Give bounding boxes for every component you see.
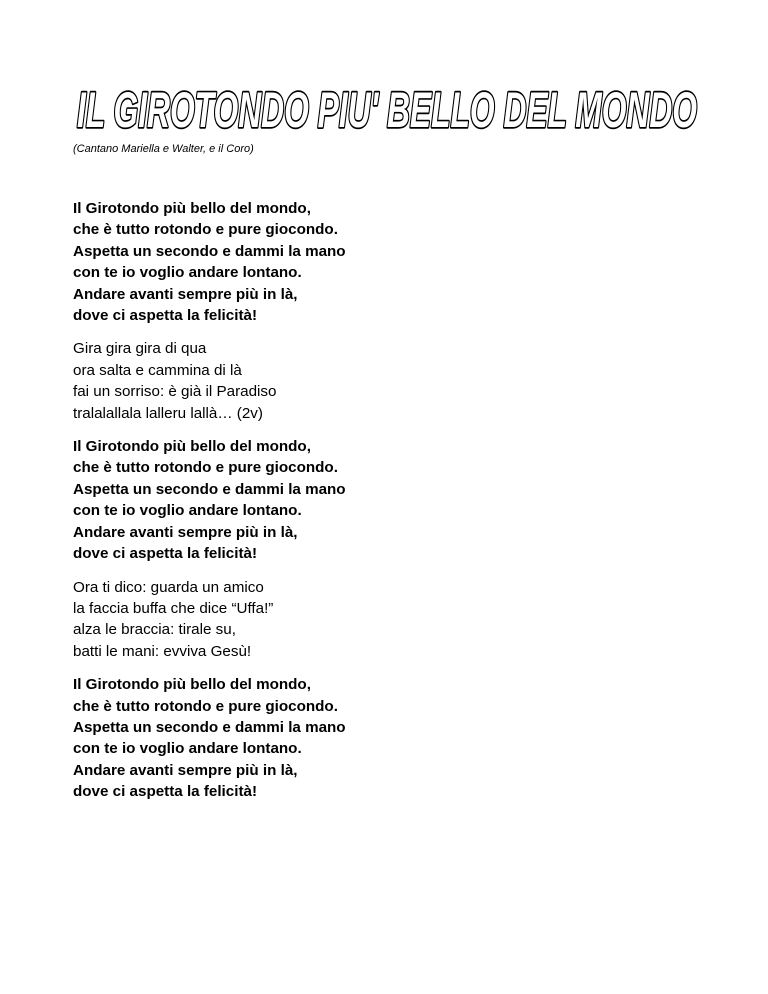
lyric-line: Andare avanti sempre più in là, [73, 285, 298, 303]
lyric-line: tralalallala lalleru lallà… (2v) [73, 404, 263, 422]
lyric-line: Aspetta un secondo e dammi la mano [73, 480, 346, 498]
lyric-line: che è tutto rotondo e pure giocondo. [73, 221, 338, 239]
lyric-line: con te io voglio andare lontano. [73, 740, 302, 758]
page-title [72, 82, 702, 138]
lyric-line: fai un sorriso: è già il Paradiso [73, 383, 277, 401]
lyric-line: Andare avanti sempre più in là, [73, 761, 298, 779]
lyric-line: alza le braccia: tirale su, [73, 621, 236, 639]
title-text: IL GIROTONDO PIU' BELLO DEL MONDO [77, 82, 698, 138]
lyric-line: batti le mani: evviva Gesù! [73, 642, 252, 660]
verse-stanza [73, 577, 633, 663]
lyric-line: con te io voglio andare lontano. [73, 264, 302, 282]
lyric-line: Ora ti dico: guarda un amico [73, 578, 264, 596]
lyric-line: Il Girotondo più bello del mondo, [73, 200, 311, 217]
subtitle: (Cantano Mariella e Walter, e il Coro) [73, 143, 254, 155]
lyric-line: che è tutto rotondo e pure giocondo. [73, 697, 338, 715]
lyric-line: con te io voglio andare lontano. [73, 502, 302, 520]
chorus-stanza [73, 674, 633, 802]
lyrics-body [73, 198, 633, 815]
lyric-line: Aspetta un secondo e dammi la mano [73, 718, 346, 736]
lyric-line: Il Girotondo più bello del mondo, [73, 676, 311, 694]
lyric-line: Andare avanti sempre più in là, [73, 523, 298, 541]
lyric-line: dove ci aspetta la felicità! [73, 545, 258, 563]
verse-stanza [73, 338, 633, 424]
lyric-line: dove ci aspetta la felicità! [73, 307, 258, 325]
lyric-line: ora salta e cammina di là [73, 361, 242, 379]
lyric-line: dove ci aspetta la felicità! [73, 783, 258, 801]
lyric-line: Il Girotondo più bello del mondo, [73, 438, 311, 456]
lyric-line: Aspetta un secondo e dammi la mano [73, 242, 346, 260]
lyric-line: che è tutto rotondo e pure giocondo. [73, 459, 338, 477]
title-graphic [72, 82, 702, 138]
chorus-stanza [73, 436, 633, 564]
lyric-line: la faccia buffa che dice “Uffa!” [73, 599, 274, 617]
lyric-line: Gira gira gira di qua [73, 340, 207, 358]
chorus-stanza [73, 198, 633, 326]
